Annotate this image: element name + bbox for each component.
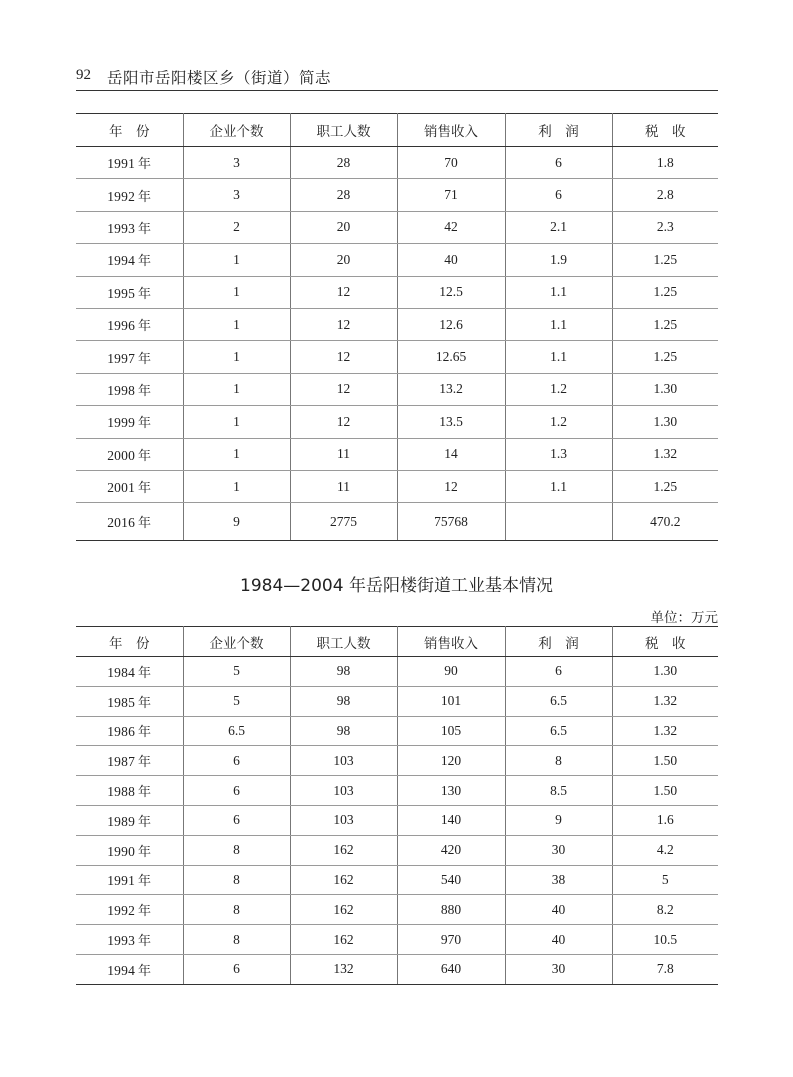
year-value: 2000	[107, 447, 136, 463]
year-value: 2001	[107, 480, 136, 496]
cell-employees: 28	[290, 179, 397, 211]
cell-tax: 1.50	[612, 776, 718, 806]
cell-sales: 12.65	[397, 341, 505, 373]
year-value: 1988	[107, 784, 136, 800]
table-row	[76, 954, 718, 984]
cell-sales: 880	[397, 895, 505, 925]
col-header-tax: 税 收	[612, 627, 718, 657]
cell-enterprises: 1	[183, 341, 290, 373]
cell-tax: 2.8	[612, 179, 718, 211]
year-value: 1991	[107, 873, 136, 889]
year-suffix: 年	[138, 665, 152, 681]
year-suffix: 年	[138, 963, 152, 979]
year-value: 1994	[107, 962, 136, 978]
cell-tax: 1.32	[612, 438, 718, 470]
page-number: 92	[76, 67, 91, 83]
year-suffix: 年	[138, 319, 152, 335]
cell-enterprises: 8	[183, 925, 290, 955]
cell-enterprises: 3	[183, 179, 290, 211]
cell-sales: 120	[397, 746, 505, 776]
cell-employees: 11	[290, 470, 397, 502]
year-suffix: 年	[138, 481, 152, 497]
col-header-sales: 销售收入	[397, 627, 505, 657]
year-value: 1993	[107, 220, 136, 236]
year-value: 1998	[107, 382, 136, 398]
year-suffix: 年	[138, 785, 152, 801]
col-header-sales: 销售收入	[397, 114, 505, 147]
year-suffix: 年	[138, 383, 152, 399]
cell-profit: 2.1	[505, 211, 612, 243]
cell-year	[76, 716, 183, 746]
cell-employees: 162	[290, 925, 397, 955]
table-row	[76, 657, 718, 687]
cell-employees: 12	[290, 276, 397, 308]
cell-employees: 12	[290, 406, 397, 438]
cell-employees: 103	[290, 746, 397, 776]
year-suffix: 年	[138, 814, 152, 830]
table-row	[76, 716, 718, 746]
cell-profit: 1.1	[505, 470, 612, 502]
table-row	[76, 776, 718, 806]
cell-employees: 28	[290, 147, 397, 179]
cell-employees: 20	[290, 244, 397, 276]
cell-employees: 98	[290, 686, 397, 716]
table-row	[76, 341, 718, 373]
cell-sales: 101	[397, 686, 505, 716]
cell-tax: 1.25	[612, 244, 718, 276]
cell-tax: 1.30	[612, 373, 718, 405]
cell-enterprises: 6	[183, 954, 290, 984]
cell-employees: 162	[290, 865, 397, 895]
cell-profit: 1.3	[505, 438, 612, 470]
table-row	[76, 276, 718, 308]
year-suffix: 年	[138, 448, 152, 464]
year-suffix: 年	[138, 351, 152, 367]
cell-enterprises: 3	[183, 147, 290, 179]
cell-profit: 40	[505, 925, 612, 955]
year-suffix: 年	[138, 934, 152, 950]
table-row	[76, 746, 718, 776]
cell-enterprises: 1	[183, 373, 290, 405]
table-row	[76, 373, 718, 405]
table-row	[76, 308, 718, 340]
table-caption: 1984—2004 年岳阳楼街道工业基本情况	[240, 576, 553, 596]
cell-employees: 162	[290, 895, 397, 925]
cell-sales: 42	[397, 211, 505, 243]
cell-employees: 11	[290, 438, 397, 470]
cell-tax: 4.2	[612, 835, 718, 865]
cell-sales: 40	[397, 244, 505, 276]
cell-year	[76, 438, 183, 470]
cell-sales: 105	[397, 716, 505, 746]
cell-sales: 13.5	[397, 406, 505, 438]
cell-enterprises: 1	[183, 406, 290, 438]
year-value: 2016	[107, 515, 136, 531]
year-suffix: 年	[138, 221, 152, 237]
cell-employees: 12	[290, 341, 397, 373]
cell-year	[76, 895, 183, 925]
cell-employees: 98	[290, 657, 397, 687]
cell-sales: 130	[397, 776, 505, 806]
cell-enterprises: 8	[183, 835, 290, 865]
cell-enterprises: 1	[183, 244, 290, 276]
cell-tax: 8.2	[612, 895, 718, 925]
book-title: 岳阳市岳阳楼区乡（街道）简志	[107, 69, 332, 87]
col-header-year: 年 份	[76, 627, 183, 657]
cell-year	[76, 470, 183, 502]
cell-year	[76, 835, 183, 865]
table-row	[76, 211, 718, 243]
year-value: 1989	[107, 813, 136, 829]
table-row	[76, 835, 718, 865]
table-row	[76, 925, 718, 955]
cell-enterprises: 1	[183, 276, 290, 308]
cell-tax: 1.25	[612, 276, 718, 308]
year-suffix: 年	[138, 874, 152, 890]
cell-tax: 1.50	[612, 746, 718, 776]
col-header-enterprises: 企业个数	[183, 627, 290, 657]
cell-year	[76, 805, 183, 835]
cell-employees: 12	[290, 308, 397, 340]
cell-sales: 70	[397, 147, 505, 179]
cell-profit: 1.1	[505, 341, 612, 373]
table-row	[76, 179, 718, 211]
year-value: 1987	[107, 754, 136, 770]
year-suffix: 年	[138, 416, 152, 432]
year-value: 1990	[107, 843, 136, 859]
cell-tax: 1.32	[612, 686, 718, 716]
industry-table-1984-2004	[76, 626, 718, 985]
cell-enterprises: 1	[183, 308, 290, 340]
year-value: 1992	[107, 903, 136, 919]
table-row	[76, 406, 718, 438]
year-suffix: 年	[138, 286, 152, 302]
col-header-employees: 职工人数	[290, 114, 397, 147]
cell-year	[76, 341, 183, 373]
cell-sales: 12.6	[397, 308, 505, 340]
year-value: 1986	[107, 724, 136, 740]
cell-profit: 1.1	[505, 308, 612, 340]
running-header	[76, 66, 718, 91]
cell-profit: 9	[505, 805, 612, 835]
cell-sales: 90	[397, 657, 505, 687]
cell-profit: 6.5	[505, 686, 612, 716]
year-suffix: 年	[138, 725, 152, 741]
table-row	[76, 895, 718, 925]
cell-employees: 132	[290, 954, 397, 984]
cell-year	[76, 179, 183, 211]
cell-year	[76, 406, 183, 438]
cell-enterprises: 6.5	[183, 716, 290, 746]
cell-enterprises: 6	[183, 746, 290, 776]
cell-year	[76, 865, 183, 895]
col-header-profit: 利 润	[505, 114, 612, 147]
cell-employees: 20	[290, 211, 397, 243]
cell-enterprises: 9	[183, 503, 290, 541]
year-suffix: 年	[138, 755, 152, 771]
cell-enterprises: 1	[183, 470, 290, 502]
year-suffix: 年	[138, 904, 152, 920]
cell-tax: 1.25	[612, 470, 718, 502]
cell-profit: 1.2	[505, 373, 612, 405]
cell-profit: 1.2	[505, 406, 612, 438]
year-value: 1985	[107, 694, 136, 710]
year-value: 1992	[107, 188, 136, 204]
table-row	[76, 147, 718, 179]
cell-profit: 8.5	[505, 776, 612, 806]
cell-sales: 12	[397, 470, 505, 502]
table-header-row	[76, 627, 718, 657]
cell-profit: 40	[505, 895, 612, 925]
year-value: 1991	[107, 156, 136, 172]
cell-enterprises: 6	[183, 776, 290, 806]
cell-sales: 420	[397, 835, 505, 865]
cell-enterprises: 5	[183, 657, 290, 687]
table-row	[76, 865, 718, 895]
cell-sales: 640	[397, 954, 505, 984]
cell-year	[76, 373, 183, 405]
cell-year	[76, 657, 183, 687]
cell-year	[76, 308, 183, 340]
year-value: 1997	[107, 350, 136, 366]
cell-enterprises: 1	[183, 438, 290, 470]
cell-year	[76, 925, 183, 955]
cell-employees: 103	[290, 776, 397, 806]
col-header-employees: 职工人数	[290, 627, 397, 657]
unit-label: 单位：万元	[650, 610, 718, 626]
cell-tax: 1.25	[612, 341, 718, 373]
table-row	[76, 470, 718, 502]
cell-employees: 2775	[290, 503, 397, 541]
cell-enterprises: 8	[183, 865, 290, 895]
col-header-enterprises: 企业个数	[183, 114, 290, 147]
year-value: 1996	[107, 318, 136, 334]
table-row	[76, 805, 718, 835]
cell-tax: 10.5	[612, 925, 718, 955]
cell-sales: 970	[397, 925, 505, 955]
year-suffix: 年	[138, 844, 152, 860]
cell-tax: 1.6	[612, 805, 718, 835]
table-row	[76, 503, 718, 541]
year-suffix: 年	[138, 157, 152, 173]
cell-employees: 103	[290, 805, 397, 835]
cell-tax: 1.32	[612, 716, 718, 746]
cell-tax: 1.25	[612, 308, 718, 340]
year-value: 1999	[107, 415, 136, 431]
cell-sales: 14	[397, 438, 505, 470]
cell-tax: 1.8	[612, 147, 718, 179]
cell-profit: 30	[505, 835, 612, 865]
cell-profit: 1.1	[505, 276, 612, 308]
cell-sales: 12.5	[397, 276, 505, 308]
cell-year	[76, 954, 183, 984]
cell-sales: 13.2	[397, 373, 505, 405]
year-suffix: 年	[138, 254, 152, 270]
cell-tax: 1.30	[612, 406, 718, 438]
col-header-profit: 利 润	[505, 627, 612, 657]
cell-employees: 162	[290, 835, 397, 865]
table-row	[76, 686, 718, 716]
cell-year	[76, 746, 183, 776]
cell-year	[76, 147, 183, 179]
industry-table-1991-2016	[76, 113, 718, 541]
year-suffix: 年	[138, 695, 152, 711]
cell-sales: 75768	[397, 503, 505, 541]
cell-tax: 1.30	[612, 657, 718, 687]
cell-sales: 540	[397, 865, 505, 895]
cell-year	[76, 211, 183, 243]
cell-year	[76, 276, 183, 308]
cell-enterprises: 8	[183, 895, 290, 925]
year-value: 1994	[107, 253, 136, 269]
col-header-year: 年 份	[76, 114, 183, 147]
year-value: 1993	[107, 933, 136, 949]
year-suffix: 年	[138, 516, 152, 532]
cell-tax: 2.3	[612, 211, 718, 243]
table-header-row	[76, 114, 718, 147]
cell-profit: 6	[505, 179, 612, 211]
cell-tax: 470.2	[612, 503, 718, 541]
cell-enterprises: 6	[183, 805, 290, 835]
cell-profit: 6	[505, 657, 612, 687]
year-value: 1995	[107, 285, 136, 301]
col-header-tax: 税 收	[612, 114, 718, 147]
cell-profit: 1.9	[505, 244, 612, 276]
cell-sales: 71	[397, 179, 505, 211]
cell-profit: 6	[505, 147, 612, 179]
cell-sales: 140	[397, 805, 505, 835]
cell-profit: 8	[505, 746, 612, 776]
cell-enterprises: 5	[183, 686, 290, 716]
cell-employees: 98	[290, 716, 397, 746]
cell-year	[76, 503, 183, 541]
cell-profit: 38	[505, 865, 612, 895]
cell-tax: 7.8	[612, 954, 718, 984]
cell-year	[76, 244, 183, 276]
cell-profit	[505, 503, 612, 541]
cell-tax: 5	[612, 865, 718, 895]
cell-year	[76, 686, 183, 716]
cell-enterprises: 2	[183, 211, 290, 243]
year-suffix: 年	[138, 189, 152, 205]
cell-year	[76, 776, 183, 806]
cell-profit: 30	[505, 954, 612, 984]
year-value: 1984	[107, 664, 136, 680]
cell-employees: 12	[290, 373, 397, 405]
cell-profit: 6.5	[505, 716, 612, 746]
table-row	[76, 438, 718, 470]
table-row	[76, 244, 718, 276]
